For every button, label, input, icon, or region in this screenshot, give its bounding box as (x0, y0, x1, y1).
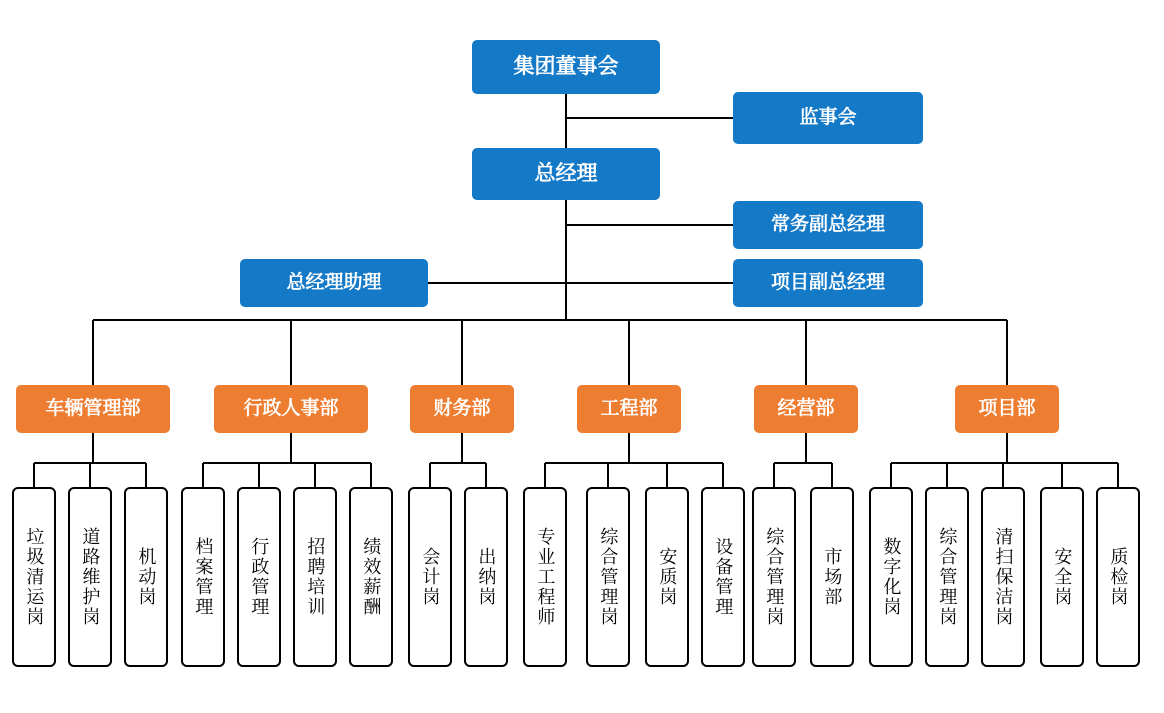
node-post-digitalization[interactable]: 数字化岗 (869, 487, 913, 667)
node-post-equipment-management[interactable]: 设备管理 (701, 487, 745, 667)
node-dept-admin-hr[interactable]: 行政人事部 (214, 385, 368, 433)
node-post-road-maintenance[interactable]: 道路维护岗 (68, 487, 112, 667)
node-supervisory-board[interactable]: 监事会 (733, 92, 923, 144)
node-executive-deputy-gm[interactable]: 常务副总经理 (733, 201, 923, 249)
node-post-market-department[interactable]: 市场部 (810, 487, 854, 667)
node-dept-operations[interactable]: 经营部 (754, 385, 858, 433)
node-dept-project[interactable]: 项目部 (955, 385, 1059, 433)
node-post-safety-quality[interactable]: 安质岗 (645, 487, 689, 667)
node-dept-finance[interactable]: 财务部 (410, 385, 514, 433)
node-post-comprehensive-management-project[interactable]: 综合管理岗 (925, 487, 969, 667)
node-gm-assistant[interactable]: 总经理助理 (240, 259, 428, 307)
node-post-comprehensive-management-engineering[interactable]: 综合管理岗 (586, 487, 630, 667)
node-post-accounting[interactable]: 会计岗 (408, 487, 452, 667)
node-post-cashier[interactable]: 出纳岗 (464, 487, 508, 667)
node-project-deputy-gm[interactable]: 项目副总经理 (733, 259, 923, 307)
node-post-safety[interactable]: 安全岗 (1040, 487, 1084, 667)
node-post-archive-management[interactable]: 档案管理 (181, 487, 225, 667)
node-post-comprehensive-management-operations[interactable]: 综合管理岗 (752, 487, 796, 667)
node-dept-vehicle-management[interactable]: 车辆管理部 (16, 385, 170, 433)
node-board[interactable]: 集团董事会 (472, 40, 660, 94)
node-post-cleaning[interactable]: 清扫保洁岗 (981, 487, 1025, 667)
node-post-vehicle-standby[interactable]: 机动岗 (124, 487, 168, 667)
node-post-garbage-transport[interactable]: 垃圾清运岗 (12, 487, 56, 667)
node-post-performance-compensation[interactable]: 绩效薪酬 (349, 487, 393, 667)
node-post-recruitment-training[interactable]: 招聘培训 (293, 487, 337, 667)
node-general-manager[interactable]: 总经理 (472, 148, 660, 200)
node-post-admin-management[interactable]: 行政管理 (237, 487, 281, 667)
node-post-professional-engineer[interactable]: 专业工程师 (523, 487, 567, 667)
node-dept-engineering[interactable]: 工程部 (577, 385, 681, 433)
node-post-quality-inspection[interactable]: 质检岗 (1096, 487, 1140, 667)
